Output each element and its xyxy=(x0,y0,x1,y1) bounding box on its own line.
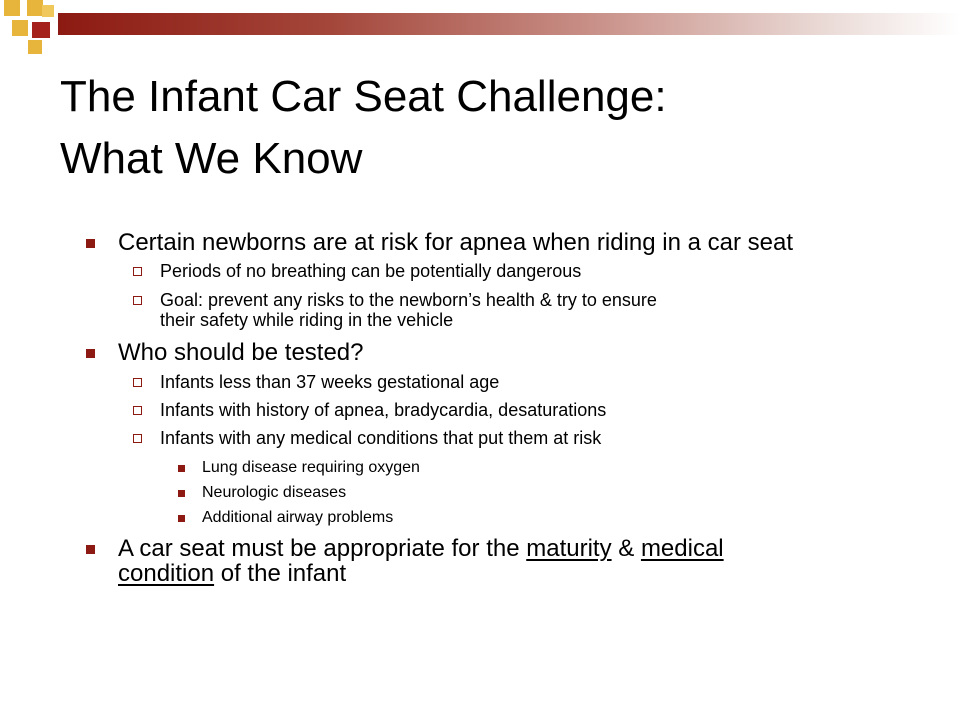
text-segment: & xyxy=(611,535,641,562)
bullet-airway: Additional airway problems xyxy=(202,509,394,526)
bullet-lung-disease: Lung disease requiring oxygen xyxy=(202,459,420,476)
bullet-neurologic: Neurologic diseases xyxy=(202,484,347,501)
text-segment: A car seat must be appropriate for the xyxy=(118,535,527,562)
bullet-goal xyxy=(160,290,840,330)
bullet-square-marker xyxy=(86,545,95,554)
bullet-gestational-age: Infants less than 37 weeks gestational age xyxy=(160,372,500,392)
bullet-medical-conditions: Infants with any medical conditions that put them at risk xyxy=(160,428,602,448)
bullet-square-marker xyxy=(86,239,95,248)
bullet-history-apnea: Infants with history of apnea, bradycardia, desaturations xyxy=(160,400,607,420)
underlined-condition: condition xyxy=(118,560,215,587)
bullet-small-marker xyxy=(178,465,185,472)
bullet-hollow-marker xyxy=(133,434,142,443)
underlined-maturity: maturity xyxy=(526,535,612,562)
bullet-small-marker xyxy=(178,515,185,522)
bullet-no-breathing: Periods of no breathing can be potentially dangerous xyxy=(160,261,582,281)
bullet-small-marker xyxy=(178,490,185,497)
bullet-who-tested: Who should be tested? xyxy=(118,339,364,366)
title-line-1: The Infant Car Seat Challenge: xyxy=(60,72,667,121)
underlined-medical: medical xyxy=(640,535,724,562)
title-line-2: What We Know xyxy=(60,134,363,183)
bullet-hollow-marker xyxy=(133,406,142,415)
bullet-goal-line-1: Goal: prevent any risks to the newborn’s health & try to ensure xyxy=(160,290,657,310)
bullet-square-marker xyxy=(86,349,95,358)
bullet-hollow-marker xyxy=(133,267,142,276)
bullet-goal-line-2: their safety while riding in the vehicle xyxy=(160,310,454,330)
bullet-at-risk-newborns: Certain newborns are at risk for apnea when riding in a car seat xyxy=(118,229,794,256)
text-segment: of the infant xyxy=(214,560,347,587)
bullet-hollow-marker xyxy=(133,296,142,305)
bullet-hollow-marker xyxy=(133,378,142,387)
bullet-car-seat-appropriate xyxy=(118,536,908,586)
